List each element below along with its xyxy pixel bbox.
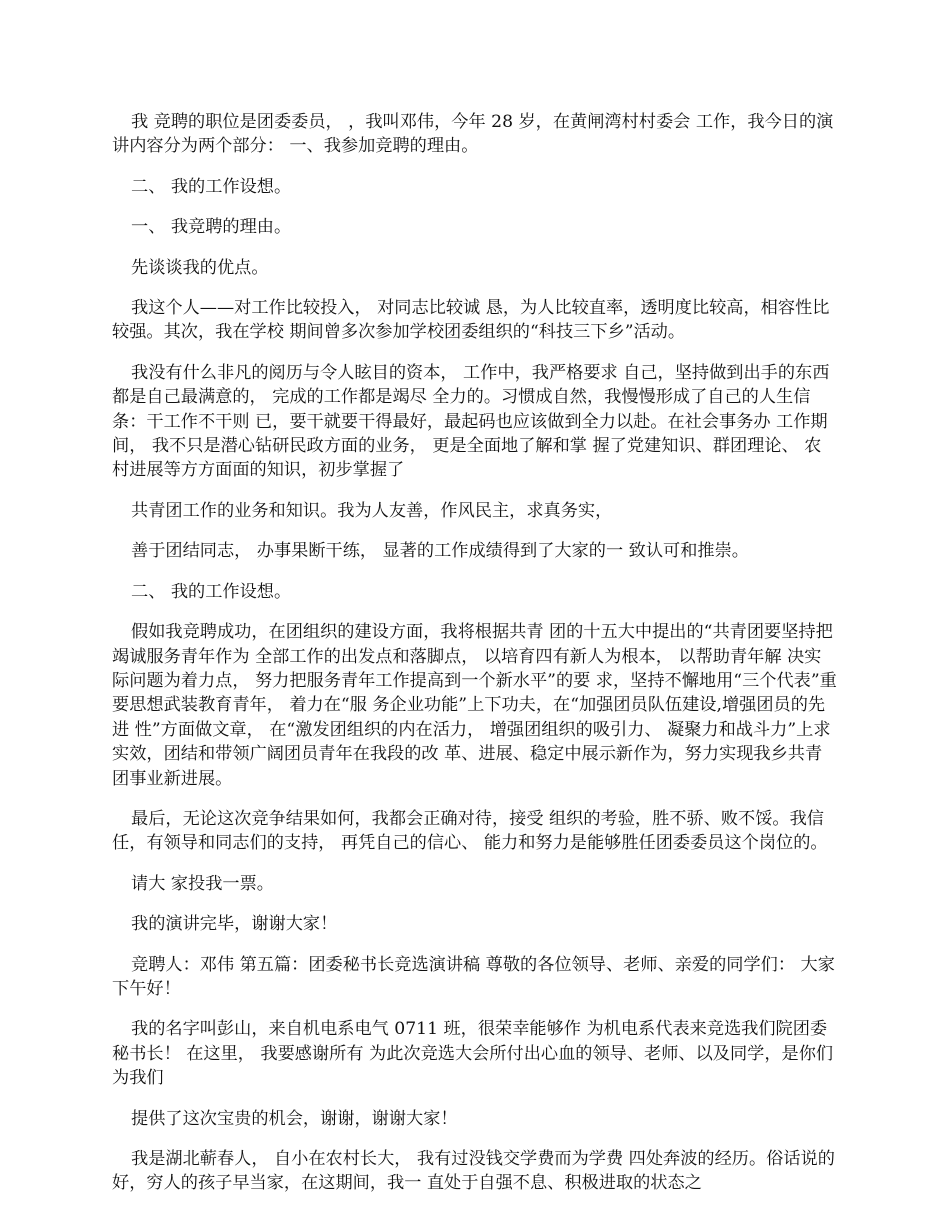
paragraph-7: 共青团工作的业务和知识。我为人友善，作风民主，求真务实， [131, 500, 613, 521]
paragraph-15: 我的名字叫彭山，来自机电系电气 0711 班，很荣幸能够作 为机电系代表来竞选我们院团委秘书长！ 在这里， 我要感谢所有 为此次竞选大会所付出心血的领导、老师、以及同学，是你们为我们 [112, 1019, 834, 1089]
paragraph-4: 先谈谈我的优点。 [131, 257, 269, 278]
paragraph-2: 二、 我的工作设想。 [131, 176, 292, 197]
paragraph-9: 二、 我的工作设想。 [131, 581, 292, 602]
paragraph-13: 我的演讲完毕，谢谢大家！ [131, 914, 338, 935]
paragraph-12: 请大 家投我一票。 [131, 873, 274, 894]
paragraph-5: 我这个人——对工作比较投入， 对同志比较诚 恳，为人比较直率，透明度比较高，相容性比较强。其次，我在学校 期间曾多次参加学校团委组织的“科技三下乡”活动。 [112, 298, 830, 343]
paragraph-14: 竞聘人：邓伟 第五篇：团委秘书长竞选演讲稿 尊敬的各位领导、老师、亲爱的同学们： 大家下午好！ [112, 954, 835, 999]
paragraph-6: 我没有什么非凡的阅历与令人眩目的资本， 工作中，我严格要求 自己，坚持做到出手的东西都是自己最满意的， 完成的工作都是竭尽 全力的。习惯成自然，我慢慢形成了自己的人生信条：干工作不干则 已，要干就要干得最好，最起码也应该做到全力以赴。在社会事务办 工作期间， 我不只是潜心钻研民政方面的业务， 更是全面地了解和掌 握了党建知识、群团理论、 农村进展等方方面面的知识，初步掌握了 [112, 362, 830, 481]
paragraph-11: 最后，无论这次竞争结果如何，我都会正确对待，接受 组织的考验，胜不骄、败不馁。我信任，有领导和同志们的支持， 再凭自己的信心、 能力和努力是能够胜任团委委员这个岗位的。 [112, 808, 828, 854]
paragraph-1: 我 竞聘的职位是团委委员， ，我叫邓伟，今年 28 岁，在黄闸湾村村委会 工作，我今日的演讲内容分为两个部分： 一、我参加竞聘的理由。 [112, 112, 834, 157]
paragraph-3: 一、 我竞聘的理由。 [131, 217, 292, 238]
paragraph-10: 假如我竞聘成功，在团组织的建设方面，我将根据共青 团的十五大中提出的“共青团要坚持把竭诚服务青年作为 全部工作的出发点和落脚点， 以培育四有新人为根本， 以帮助青年解 决实际问题为着力点， 努力把服务青年工作提高到一个新水平”的要 求，坚持不懈地用“三个代表”重要思想武装教育青年， 着力在“服 务企业功能”上下功夫，在“加强团员队伍建设,增强团员的先进 性”方面做文章， 在“激发团组织的内在活力， 增强团组织的吸引力、 凝聚力和战斗力”上求实效，团结和带领广阔团员青年在我段的改 革、进展、稳定中展示新作为，努力实现我乡共青团事业新进展。 [112, 622, 837, 789]
document-body [112, 110, 838, 1196]
paragraph-16: 提供了这次宝贵的机会，谢谢，谢谢大家！ [131, 1108, 458, 1129]
paragraph-8: 善于团结同志， 办事果断干练， 显著的工作成绩得到了大家的一 致认可和推崇。 [131, 541, 749, 562]
paragraph-17: 我是湖北蕲春人， 自小在农村长大， 我有过没钱交学费而为学费 四处奔波的经历。俗话说的好，穷人的孩子早当家，在这期间，我一 直处于自强不息、积极进取的状态之 [112, 1149, 835, 1194]
